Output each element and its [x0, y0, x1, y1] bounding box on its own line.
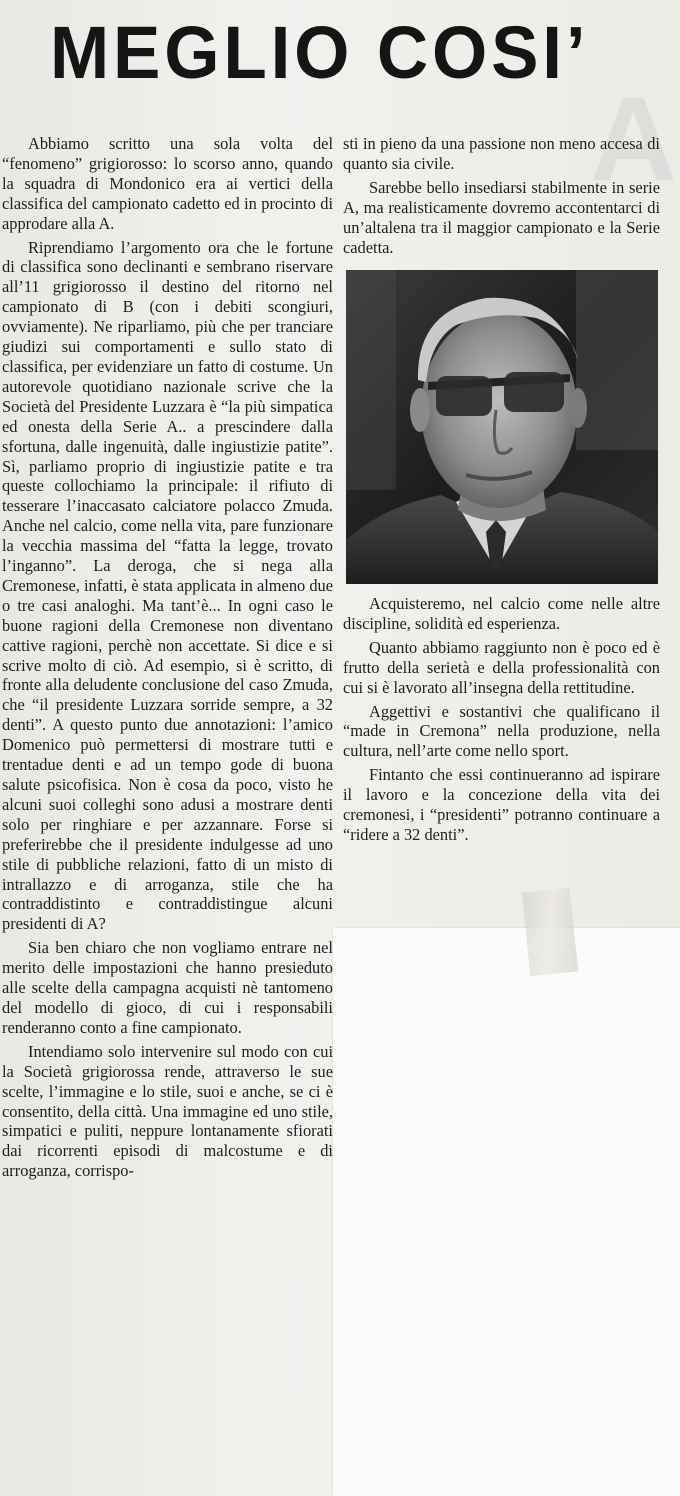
blank-paper-patch — [333, 928, 680, 1496]
paragraph: Riprendiamo l’argomento ora che le fortune di classifica sono declinanti e sembrano riservare all’11 grigiorosso il destino del ritorno nel campionato di B (con i debiti scongiuri, ovviamente). Ne riparliamo, più che per tranciare giudizi sui comportamenti e sullo stato di classifica, per evidenziare un fatto di costume. Un autorevole quotidiano nazionale scrive che la Società del Presidente Luzzara è “la più simpatica ed onesta della Serie A.. a prescindere dalla sfortuna, dalle ingenuità, dalle ingiustizie patite”. Sì, parliamo proprio di ingiustizie patite e tra queste collochiamo la principale: il rifiuto di tesserare l’inaccasato calciatore polacco Zmuda. Anche nel calcio, come nella vita, pare funzionare la vecchia massima del “fatta la legge, trovato l’inganno”. La deroga, che si nega alla Cremonese, infatti, è stata applicata in almeno due o tre casi analoghi. Ma tant’è... In ogni caso le buone ragioni della Cremonese non diventano cattive ragioni, perchè non accettate. Si dice e si scrive molto di ciò. Ad esempio, si è scritto, di fronte alla deludente conclusione del caso Zmuda, che “il presidente Luzzara sorride sempre, a 32 denti”. A questo punto due annotazioni: l’amico Domenico può permettersi di mostrare tutti e trentadue denti e ad un tempo gode di buona salute psicofisica. Non è cosa da poco, visto he alcuni suoi colleghi sono adusi a mostrare denti solo per ringhiare e per azzannare. Forse si preferirebbe che il presidente indulgesse ad uno stile di pubbliche relazioni, fatto di un misto di intrallazzo e di arroganza, stile che ha contraddistinto e contraddistingue alcuni presidenti di A? — [2, 237, 333, 934]
adhesive-tape — [522, 888, 579, 977]
paragraph: Quanto abbiamo raggiunto non è poco ed è frutto della serietà e della professionalità con cui si è lavorato all’insegna della rettitudine. — [343, 637, 660, 697]
right-column-top — [343, 134, 660, 257]
paragraph: Aggettivi e sostantivi che qualificano il “made in Cremona” nella produzione, nella cultura, nell’arte come nello sport. — [343, 701, 660, 761]
right-column-bottom — [343, 594, 660, 845]
portrait-photo-icon — [346, 270, 658, 584]
paragraph: sti in pieno da una passione non meno accesa di quanto sia civile. — [343, 134, 660, 173]
paragraph: Fintanto che essi continueranno ad ispirare il lavoro e la concezione della vita dei cremonesi, i “presidenti” potranno continuare a “ridere a 32 denti”. — [343, 765, 660, 844]
left-column — [2, 134, 333, 1181]
headline: MEGLIO COSI’ — [50, 11, 590, 94]
paragraph: Sia ben chiaro che non vogliamo entrare nel merito delle impostazioni che hanno presieduto alle scelte della campagna acquisti nè tantomeno del modello di gioco, di cui i responsabili renderanno conto a fine campionato. — [2, 938, 333, 1037]
paragraph: Intendiamo solo intervenire sul modo con cui la Società grigiorossa rende, attraverso le sue scelte, l’immagine e lo stile, suoi e anche, se ci è consentito, della città. Una immagine ed uno stile, simpatici e puliti, neppure lontanamente sfiorati dai ricorrenti episodi di malcostume e di arroganza, corrispo- — [2, 1041, 333, 1181]
paragraph: Abbiamo scritto una sola volta del “fenomeno” grigiorosso: lo scorso anno, quando la squadra di Mondonico era ai vertici della classifica del campionato cadetto ed in procinto di approdare alla A. — [2, 134, 333, 233]
paragraph: Sarebbe bello insediarsi stabilmente in serie A, ma realisticamente dovremo accontentarci di un’altalena tra il maggior campionato e la Serie cadetta. — [343, 177, 660, 257]
paragraph: Acquisteremo, nel calcio come nelle altre discipline, solidità ed esperienza. — [343, 594, 660, 633]
bleed-through-mark: A — [590, 72, 677, 206]
